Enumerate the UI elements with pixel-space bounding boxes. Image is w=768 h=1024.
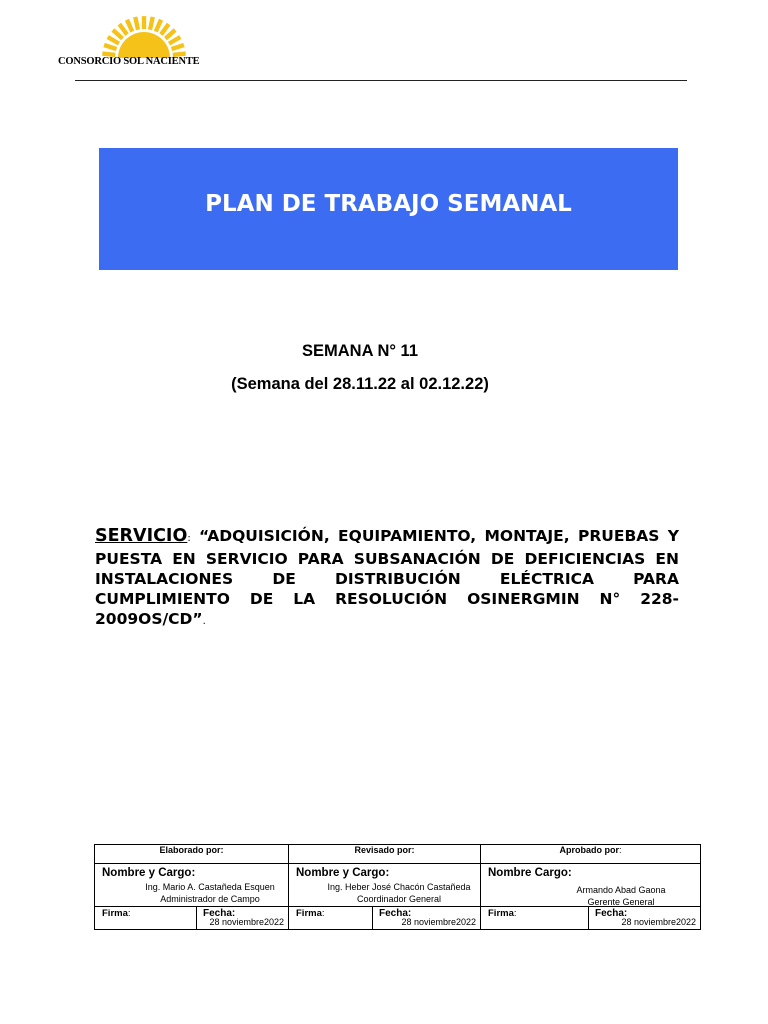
- company-logo: [58, 16, 233, 72]
- signature-name-row: [95, 864, 701, 907]
- firma-label: Firma:: [481, 907, 589, 929]
- sun-ray: [133, 17, 140, 31]
- service-label: SERVICIO: [95, 526, 188, 546]
- signer-name: Ing. Mario A. Castañeda Esquen: [145, 882, 275, 892]
- fecha-label: Fecha:: [595, 908, 628, 919]
- cargo-cell-revisado: [289, 864, 481, 907]
- fecha-value: 28 noviembre2022: [209, 917, 284, 927]
- company-name: CONSORCIO SOL NACIENTE: [58, 56, 200, 67]
- fecha-field: [589, 907, 700, 929]
- sun-ray: [171, 43, 185, 51]
- fecha-label: Fecha:: [379, 908, 412, 919]
- signature-firma-row: [95, 907, 701, 930]
- fecha-value: 28 noviembre2022: [401, 917, 476, 927]
- service-end: .: [202, 616, 206, 627]
- service-text: “ADQUISICIÓN, EQUIPAMIENTO, MONTAJE, PRUEBAS Y PUESTA EN SERVICIO PARA SUBSANACIÓN DE DEFICIENCIAS EN INSTALACIONES DE DISTRIBUCIÓN ELÉCTRICA PARA CUMPLIMIENTO DE LA RESOLUCIÓN OSINERGMIN N° 228-2009OS/CD”: [95, 527, 679, 628]
- week-number: SEMANA N° 11: [301, 342, 418, 360]
- signer-role: Administrador de Campo: [160, 894, 260, 904]
- cargo-label: Nombre y Cargo:: [102, 867, 196, 879]
- signer-role: Gerente General: [587, 897, 655, 907]
- firma-label: Firma:: [95, 907, 197, 929]
- document-title: PLAN DE TRABAJO SEMANAL: [205, 191, 572, 217]
- cargo-cell-elaborado: [95, 864, 289, 907]
- firma-cell-revisado: [289, 907, 481, 930]
- fecha-field: [197, 907, 288, 929]
- signature-table: [94, 844, 701, 930]
- sun-ray: [103, 43, 117, 51]
- cargo-label: Nombre y Cargo:: [296, 867, 390, 879]
- header-aprobado: Aprobado por:: [481, 845, 701, 864]
- fecha-field: [373, 907, 480, 929]
- fecha-label: Fecha:: [203, 908, 236, 919]
- signer-name: Armando Abad Gaona: [576, 885, 666, 895]
- firma-label: Firma:: [289, 907, 373, 929]
- signer-info: [319, 881, 479, 905]
- header-divider: [75, 80, 687, 81]
- cargo-label: Nombre Cargo:: [488, 867, 572, 879]
- service-description: [95, 526, 679, 632]
- signer-info: [135, 881, 285, 905]
- signature-header-row: [95, 845, 701, 864]
- service-colon: :: [187, 533, 191, 544]
- fecha-value: 28 noviembre2022: [621, 917, 696, 927]
- rising-sun-icon: [84, 16, 204, 58]
- signer-role: Coordinador General: [356, 894, 442, 904]
- signer-info: [561, 884, 681, 908]
- week-range: (Semana del 28.11.22 al 02.12.22): [231, 375, 489, 393]
- sun-ray: [148, 17, 155, 31]
- firma-cell-elaborado: [95, 907, 289, 930]
- header-revisado: Revisado por:: [289, 845, 481, 864]
- signer-name: Ing. Heber José Chacón Castañeda: [327, 882, 471, 892]
- title-banner: [99, 148, 678, 270]
- sun-ray: [142, 16, 146, 29]
- header-elaborado: Elaborado por:: [95, 845, 289, 864]
- cargo-cell-aprobado: [481, 864, 701, 907]
- firma-cell-aprobado: [481, 907, 701, 930]
